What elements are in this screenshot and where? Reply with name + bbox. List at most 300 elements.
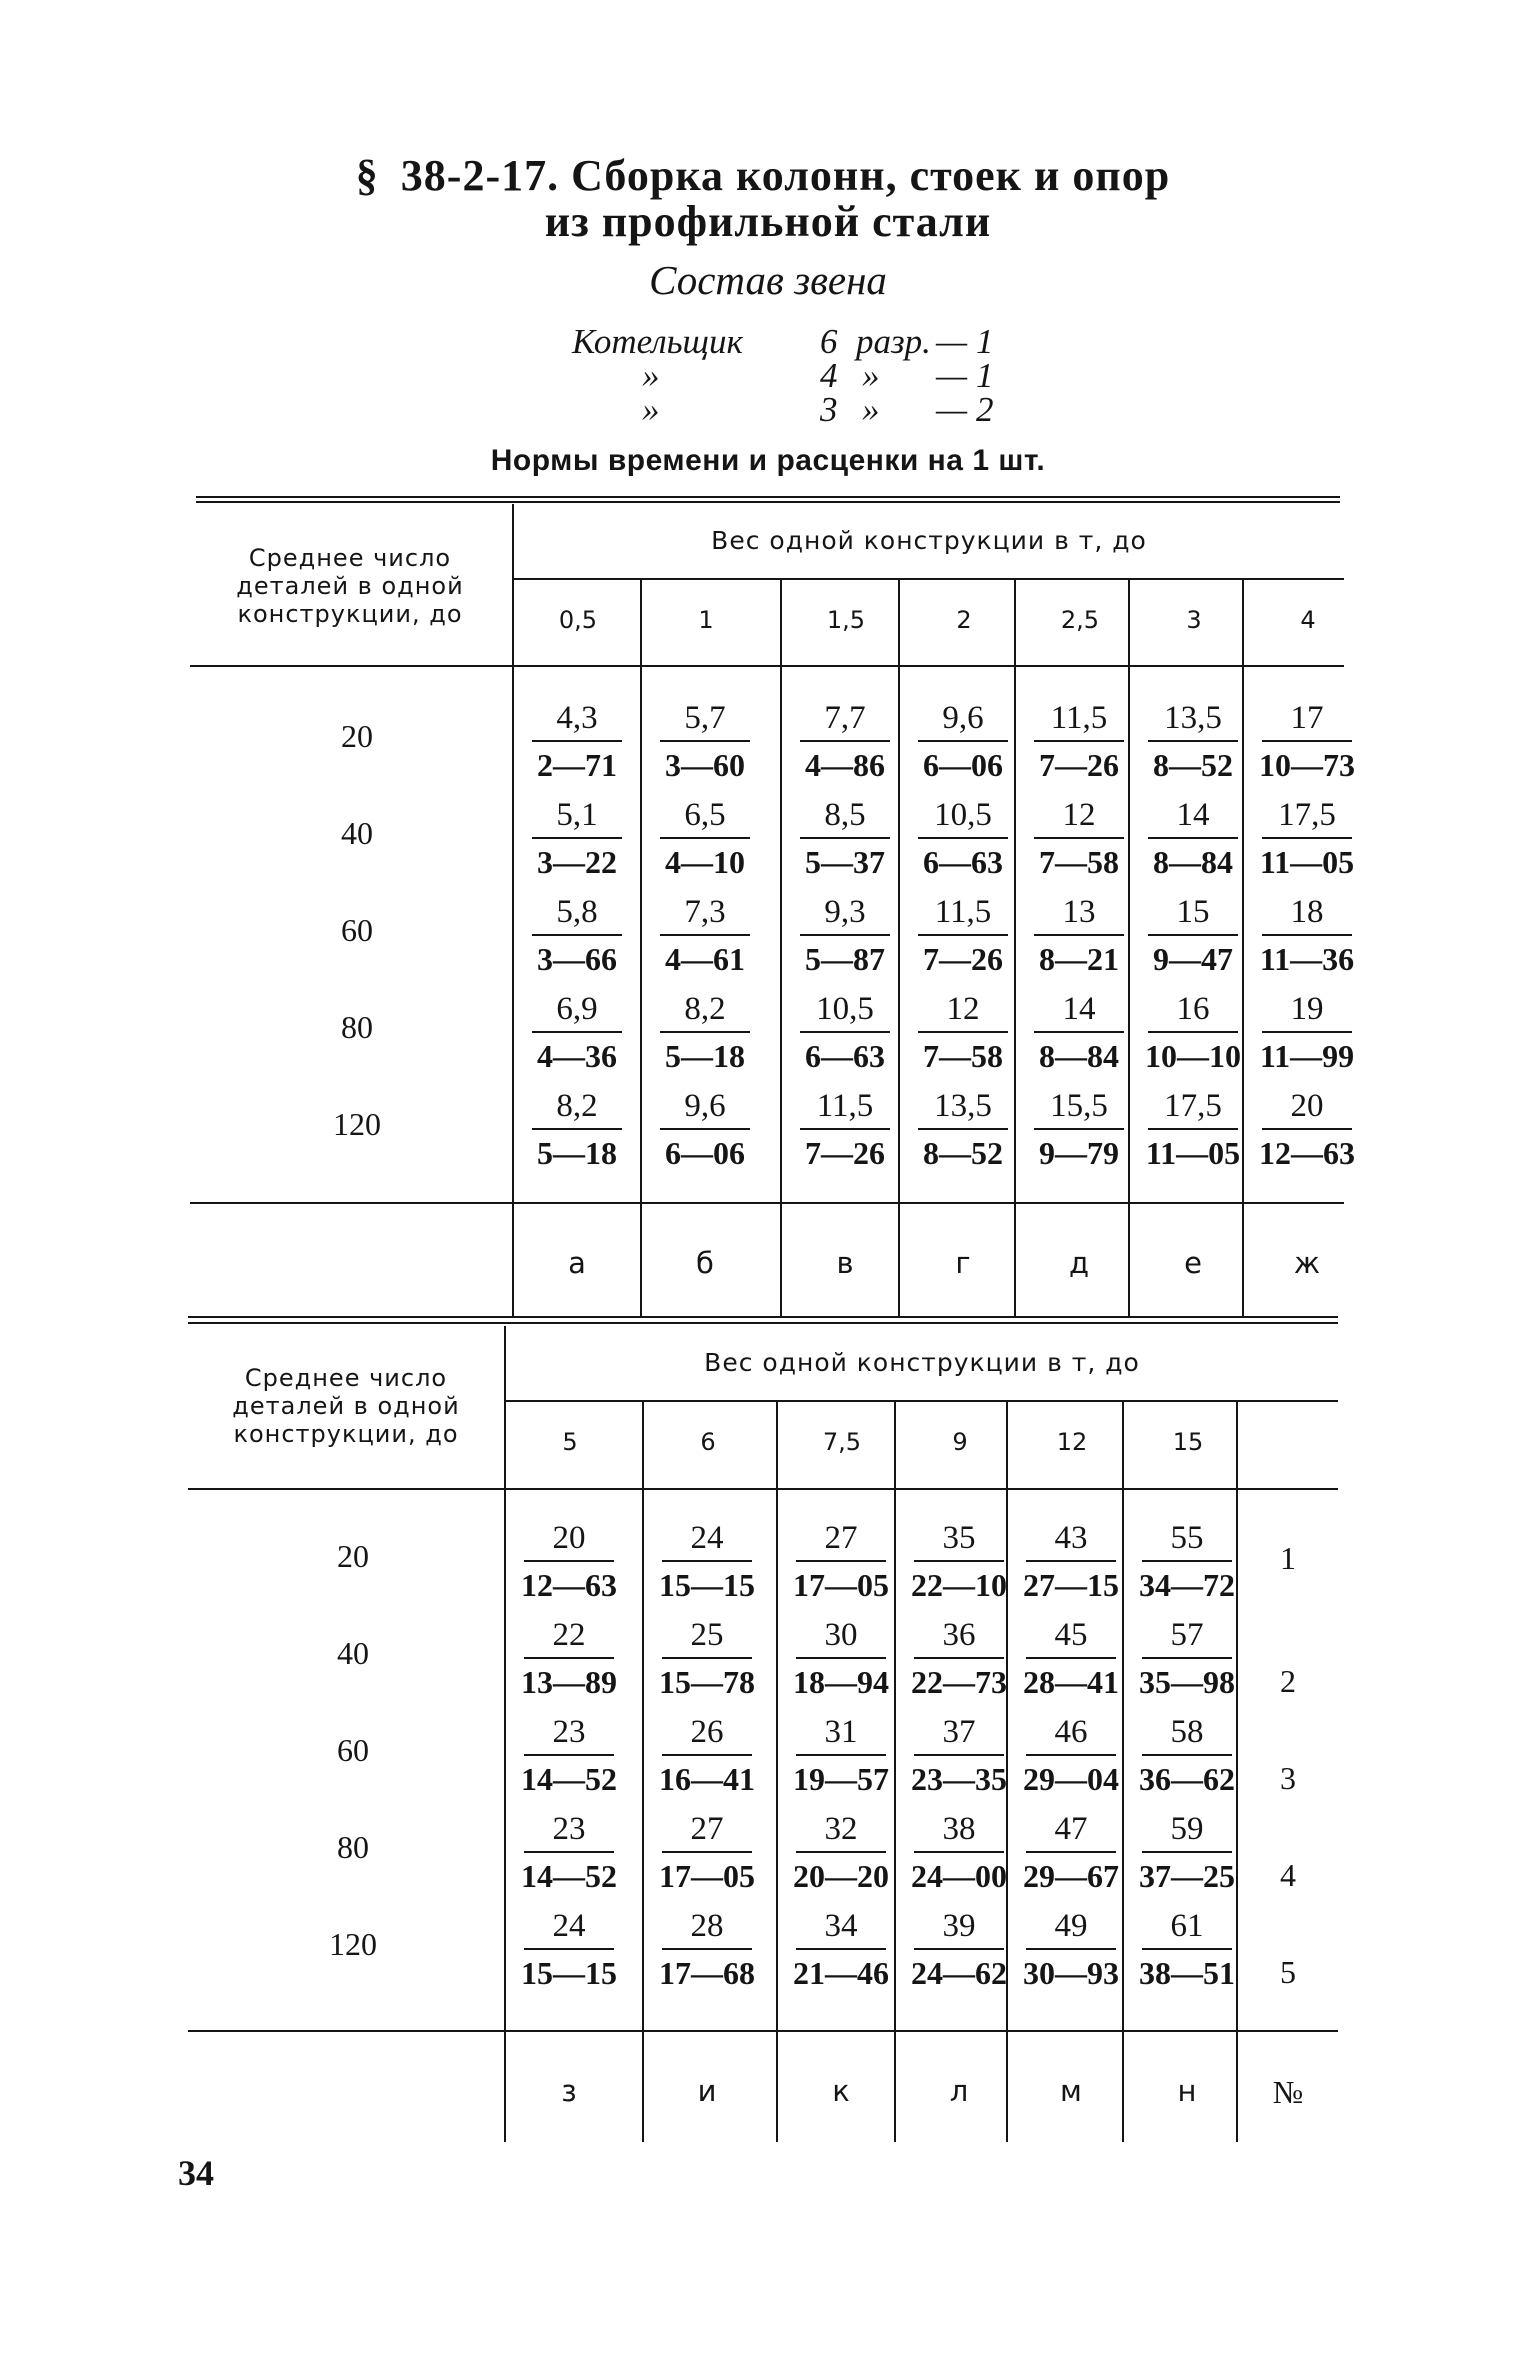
norm-cell: [782, 698, 908, 785]
rate-value: 17—05: [793, 1567, 889, 1603]
column-divider: [1242, 578, 1244, 665]
weight-header: Вес одной конструкции в т, до: [704, 1348, 1140, 1377]
column-letter: б: [696, 1246, 714, 1280]
time-norm: 9,3: [824, 894, 866, 930]
crew-unit: »: [862, 390, 880, 429]
time-norm: 36: [942, 1617, 976, 1653]
column-divider: [1236, 1400, 1238, 1488]
norm-cell: [1130, 795, 1256, 882]
fraction-bar: [800, 1031, 890, 1033]
section-symbol: §: [355, 151, 379, 200]
fraction-bar: [524, 1851, 614, 1853]
norm-cell: [778, 1809, 904, 1896]
rate-value: 11—05: [1259, 844, 1355, 880]
norm-cell: [644, 1518, 770, 1605]
rate-value: 28—41: [1023, 1664, 1119, 1700]
rule-line: [196, 501, 1340, 503]
fraction-bar: [660, 1128, 750, 1130]
fraction-bar: [918, 1031, 1008, 1033]
norm-cell: [1124, 1712, 1250, 1799]
norm-cell: [644, 1615, 770, 1702]
weight-column-header: 2: [956, 606, 972, 634]
norm-cell: [778, 1906, 904, 1993]
rate-value: 6—06: [923, 747, 1003, 783]
norm-cell: [778, 1518, 904, 1605]
fraction-bar: [1148, 1031, 1238, 1033]
time-norm: 5,8: [556, 894, 598, 930]
time-norm: 11,5: [934, 894, 992, 930]
time-norm: 30: [824, 1617, 858, 1653]
rate-value: 36—62: [1139, 1761, 1235, 1797]
row-label: 40: [337, 1635, 369, 1671]
time-norm: 5,1: [556, 797, 598, 833]
row-label: 80: [341, 1009, 373, 1045]
rate-value: 9—79: [1039, 1135, 1119, 1171]
rate-value: 4—10: [665, 844, 745, 880]
fraction-bar: [532, 1031, 622, 1033]
fraction-bar: [1026, 1657, 1116, 1659]
norm-cell: [1124, 1906, 1250, 1993]
column-letter: а: [568, 1246, 586, 1280]
row-label: 120: [333, 1106, 381, 1142]
fraction-bar: [1034, 934, 1124, 936]
norms-title: Нормы времени и расценки на 1 шт.: [490, 444, 1046, 477]
time-norm: 22: [552, 1617, 586, 1653]
weight-column-header: 2,5: [1060, 606, 1100, 634]
fraction-bar: [1142, 1754, 1232, 1756]
norm-cell: [642, 989, 768, 1076]
fraction-bar: [1034, 837, 1124, 839]
time-norm: 17,5: [1164, 1088, 1222, 1124]
fraction-bar: [918, 837, 1008, 839]
rate-value: 27—15: [1023, 1567, 1119, 1603]
section-title-line1: Сборка колонн, стоек и опор: [571, 151, 1171, 200]
rate-value: 9—47: [1153, 941, 1233, 977]
time-norm: 31: [824, 1714, 858, 1750]
rate-value: 6—63: [923, 844, 1003, 880]
rule-line: [190, 665, 1344, 667]
weight-column-header: 1,5: [826, 606, 866, 634]
column-letter: д: [1068, 1246, 1090, 1280]
time-norm: 18: [1290, 894, 1324, 930]
time-norm: 34: [824, 1908, 858, 1944]
crew-trade: Котельщик: [572, 322, 743, 361]
weight-column-header: 1: [698, 606, 714, 634]
time-norm: 57: [1170, 1617, 1204, 1653]
section-number: 38-2-17.: [400, 151, 560, 200]
rate-value: 20—20: [793, 1858, 889, 1894]
row-label: 120: [329, 1926, 377, 1962]
crew-grade: 3: [820, 390, 838, 429]
fraction-bar: [532, 934, 622, 936]
fraction-bar: [660, 1031, 750, 1033]
time-norm: 10,5: [934, 797, 992, 833]
fraction-bar: [524, 1948, 614, 1950]
fraction-bar: [1148, 934, 1238, 936]
column-letter: м: [1060, 2074, 1082, 2108]
rate-value: 3—60: [665, 747, 745, 783]
fraction-bar: [918, 740, 1008, 742]
fraction-bar: [1148, 837, 1238, 839]
rule-line: [190, 1202, 1344, 1204]
fraction-bar: [800, 740, 890, 742]
norm-cell: [1016, 698, 1142, 785]
row-header-line: Среднее число: [244, 1364, 448, 1392]
norm-cell: [642, 892, 768, 979]
rule-line: [506, 1400, 1338, 1402]
norm-cell: [1244, 989, 1370, 1076]
norm-cell: [642, 795, 768, 882]
fraction-bar: [918, 934, 1008, 936]
rule-line: [196, 496, 1340, 498]
time-norm: 45: [1054, 1617, 1088, 1653]
fraction-bar: [524, 1657, 614, 1659]
weight-column-header: 15: [1172, 1428, 1204, 1456]
norm-cell: [514, 989, 640, 1076]
fraction-bar: [1262, 740, 1352, 742]
rate-value: 21—46: [793, 1955, 889, 1991]
time-norm: 27: [824, 1520, 858, 1556]
row-label: 60: [341, 912, 373, 948]
column-letter: и: [697, 2074, 717, 2108]
time-norm: 8,2: [684, 991, 726, 1027]
fraction-bar: [1142, 1657, 1232, 1659]
weight-column-header: 5: [562, 1428, 578, 1456]
rate-value: 22—73: [911, 1664, 1007, 1700]
row-header-line: конструкции, до: [233, 1420, 459, 1448]
row-number: 3: [1280, 1760, 1296, 1796]
crew-title: Состав звена: [649, 257, 887, 303]
rate-value: 22—10: [911, 1567, 1007, 1603]
time-norm: 11,5: [816, 1088, 874, 1124]
time-norm: 9,6: [684, 1088, 726, 1124]
column-letter: к: [832, 2074, 850, 2108]
time-norm: 13: [1062, 894, 1096, 930]
weight-header: Вес одной конструкции в т, до: [711, 526, 1147, 555]
fraction-bar: [660, 934, 750, 936]
rate-value: 8—52: [923, 1135, 1003, 1171]
rate-value: 7—26: [923, 941, 1003, 977]
row-number: 5: [1280, 1954, 1296, 1990]
rate-value: 15—15: [659, 1567, 755, 1603]
rate-value: 15—78: [659, 1664, 755, 1700]
rate-value: 34—72: [1139, 1567, 1235, 1603]
time-norm: 32: [824, 1811, 858, 1847]
row-header-line: деталей в одной: [232, 1392, 460, 1420]
rate-value: 3—66: [537, 941, 617, 977]
time-norm: 58: [1170, 1714, 1204, 1750]
column-divider: [1006, 1400, 1008, 1488]
rate-value: 3—22: [537, 844, 617, 880]
fraction-bar: [1262, 1031, 1352, 1033]
norm-cell: [896, 1615, 1022, 1702]
norm-cell: [896, 1712, 1022, 1799]
rate-value: 5—18: [537, 1135, 617, 1171]
norm-cell: [1244, 795, 1370, 882]
rate-value: 4—61: [665, 941, 745, 977]
time-norm: 17: [1290, 700, 1324, 736]
fraction-bar: [796, 1948, 886, 1950]
norm-cell: [896, 1906, 1022, 1993]
column-divider: [898, 578, 900, 665]
fraction-bar: [1034, 1128, 1124, 1130]
rate-value: 29—04: [1023, 1761, 1119, 1797]
time-norm: 5,7: [684, 700, 726, 736]
fraction-bar: [1034, 740, 1124, 742]
norm-cell: [506, 1809, 632, 1896]
row-header-line: деталей в одной: [236, 572, 464, 600]
norm-cell: [506, 1518, 632, 1605]
norm-cell: [1130, 892, 1256, 979]
crew-dash: —: [936, 322, 968, 361]
crew-unit: разр.: [856, 322, 931, 361]
fraction-bar: [1034, 1031, 1124, 1033]
time-norm: 12: [946, 991, 980, 1027]
rate-value: 30—93: [1023, 1955, 1119, 1991]
rate-value: 24—62: [911, 1955, 1007, 1991]
rate-value: 5—87: [805, 941, 885, 977]
column-letter: н: [1177, 2074, 1197, 2108]
column-divider: [776, 1400, 778, 1488]
fraction-bar: [1142, 1851, 1232, 1853]
row-label: 60: [337, 1732, 369, 1768]
rate-value: 8—84: [1039, 1038, 1119, 1074]
norm-cell: [514, 892, 640, 979]
section-heading-line1: [0, 150, 1536, 201]
time-norm: 15,5: [1050, 1088, 1108, 1124]
fraction-bar: [800, 837, 890, 839]
fraction-bar: [914, 1657, 1004, 1659]
norm-cell: [896, 1809, 1022, 1896]
column-letter: л: [949, 2074, 969, 2108]
row-label: 80: [337, 1829, 369, 1865]
rate-value: 5—37: [805, 844, 885, 880]
rate-value: 35—98: [1139, 1664, 1235, 1700]
time-norm: 17,5: [1278, 797, 1336, 833]
column-divider: [642, 1400, 644, 1488]
rate-value: 2—71: [537, 747, 617, 783]
fraction-bar: [1026, 1851, 1116, 1853]
column-letter: з: [561, 2074, 577, 2108]
row-header: [200, 544, 500, 628]
fraction-bar: [1148, 740, 1238, 742]
time-norm: 14: [1176, 797, 1210, 833]
rule-line: [188, 1322, 1338, 1324]
weight-column-header: 4: [1300, 606, 1316, 634]
row-number: 2: [1280, 1663, 1296, 1699]
weight-column-header: 6: [700, 1428, 716, 1456]
rate-value: 7—26: [805, 1135, 885, 1171]
fraction-bar: [796, 1657, 886, 1659]
crew-grade: 4: [820, 356, 838, 395]
crew-count: 1: [976, 356, 994, 395]
rate-value: 11—99: [1259, 1038, 1355, 1074]
rate-value: 8—84: [1153, 844, 1233, 880]
norm-cell: [514, 795, 640, 882]
norm-cell: [1244, 892, 1370, 979]
rate-value: 11—36: [1259, 941, 1355, 977]
column-letter: ж: [1293, 1246, 1321, 1280]
norm-cell: [644, 1809, 770, 1896]
rate-value: 24—00: [911, 1858, 1007, 1894]
fraction-bar: [914, 1851, 1004, 1853]
norm-cell: [1124, 1615, 1250, 1702]
column-letter: г: [955, 1246, 971, 1280]
fraction-bar: [1026, 1948, 1116, 1950]
time-norm: 37: [942, 1714, 976, 1750]
row-header: [196, 1364, 496, 1448]
time-norm: 20: [552, 1520, 586, 1556]
norm-cell: [1130, 989, 1256, 1076]
norm-cell: [1008, 1615, 1134, 1702]
weight-column-header: 7,5: [822, 1428, 862, 1456]
norm-cell: [1244, 698, 1370, 785]
column-divider: [1122, 1400, 1124, 1488]
fraction-bar: [1026, 1754, 1116, 1756]
time-norm: 6,9: [556, 991, 598, 1027]
row-header-line: Среднее число: [248, 544, 452, 572]
row-label: 40: [341, 815, 373, 851]
time-norm: 35: [942, 1520, 976, 1556]
column-divider: [512, 504, 514, 665]
fraction-bar: [914, 1560, 1004, 1562]
fraction-bar: [918, 1128, 1008, 1130]
crew-grade: 6: [820, 322, 838, 361]
time-norm: 49: [1054, 1908, 1088, 1944]
time-norm: 7,3: [684, 894, 726, 930]
time-norm: 13,5: [934, 1088, 992, 1124]
rate-value: 14—52: [521, 1761, 617, 1797]
fraction-bar: [532, 837, 622, 839]
fraction-bar: [800, 934, 890, 936]
row-label: 20: [337, 1538, 369, 1574]
rate-value: 19—57: [793, 1761, 889, 1797]
norm-cell: [900, 1086, 1026, 1173]
time-norm: 10,5: [816, 991, 874, 1027]
norm-cell: [1016, 795, 1142, 882]
crew-trade: »: [642, 356, 660, 395]
rate-value: 12—63: [1259, 1135, 1355, 1171]
time-norm: 59: [1170, 1811, 1204, 1847]
fraction-bar: [796, 1851, 886, 1853]
norm-cell: [896, 1518, 1022, 1605]
time-norm: 46: [1054, 1714, 1088, 1750]
norm-cell: [1130, 698, 1256, 785]
norm-cell: [1016, 989, 1142, 1076]
fraction-bar: [662, 1657, 752, 1659]
norm-cell: [1130, 1086, 1256, 1173]
time-norm: 8,2: [556, 1088, 598, 1124]
fraction-bar: [796, 1560, 886, 1562]
row-header-line: конструкции, до: [237, 600, 463, 628]
time-norm: 15: [1176, 894, 1210, 930]
fraction-bar: [532, 1128, 622, 1130]
fraction-bar: [660, 740, 750, 742]
time-norm: 25: [690, 1617, 724, 1653]
norm-cell: [900, 989, 1026, 1076]
rate-value: 6—63: [805, 1038, 885, 1074]
time-norm: 55: [1170, 1520, 1204, 1556]
column-divider: [1014, 578, 1016, 665]
norm-cell: [1124, 1809, 1250, 1896]
column-divider: [640, 578, 642, 665]
time-norm: 43: [1054, 1520, 1088, 1556]
time-norm: 28: [690, 1908, 724, 1944]
fraction-bar: [1148, 1128, 1238, 1130]
column-divider: [894, 1400, 896, 1488]
rule-line: [188, 1488, 1338, 1490]
norm-cell: [782, 989, 908, 1076]
norm-cell: [782, 1086, 908, 1173]
norm-cell: [506, 1906, 632, 1993]
rule-line: [188, 1316, 1338, 1318]
norm-cell: [514, 1086, 640, 1173]
crew-trade: »: [642, 390, 660, 429]
rate-value: 18—94: [793, 1664, 889, 1700]
rule-line: [188, 2030, 1338, 2032]
time-norm: 20: [1290, 1088, 1324, 1124]
section-title-line2: из профильной стали: [544, 197, 992, 246]
rate-value: 37—25: [1139, 1858, 1235, 1894]
fraction-bar: [532, 740, 622, 742]
time-norm: 23: [552, 1811, 586, 1847]
norm-cell: [1008, 1906, 1134, 1993]
time-norm: 26: [690, 1714, 724, 1750]
fraction-bar: [914, 1948, 1004, 1950]
fraction-bar: [1026, 1560, 1116, 1562]
rate-value: 6—06: [665, 1135, 745, 1171]
time-norm: 61: [1170, 1908, 1204, 1944]
norm-cell: [1016, 892, 1142, 979]
fraction-bar: [914, 1754, 1004, 1756]
fraction-bar: [524, 1560, 614, 1562]
row-label: 20: [341, 718, 373, 754]
fraction-bar: [662, 1948, 752, 1950]
rate-value: 17—68: [659, 1955, 755, 1991]
page-number: 34: [178, 2153, 214, 2193]
fraction-bar: [796, 1754, 886, 1756]
fraction-bar: [660, 837, 750, 839]
time-norm: 16: [1176, 991, 1210, 1027]
time-norm: 19: [1290, 991, 1324, 1027]
rate-value: 4—86: [805, 747, 885, 783]
column-letter: е: [1184, 1246, 1202, 1280]
fraction-bar: [1142, 1560, 1232, 1562]
time-norm: 6,5: [684, 797, 726, 833]
norm-cell: [782, 892, 908, 979]
rate-value: 23—35: [911, 1761, 1007, 1797]
fraction-bar: [662, 1754, 752, 1756]
norm-cell: [514, 698, 640, 785]
rate-value: 8—52: [1153, 747, 1233, 783]
column-divider: [1128, 578, 1130, 665]
norm-cell: [644, 1906, 770, 1993]
fraction-bar: [1262, 934, 1352, 936]
time-norm: 27: [690, 1811, 724, 1847]
rate-value: 8—21: [1039, 941, 1119, 977]
rate-value: 16—41: [659, 1761, 755, 1797]
number-column-header: №: [1272, 2074, 1304, 2110]
crew-dash: —: [936, 390, 968, 429]
time-norm: 11,5: [1050, 700, 1108, 736]
rate-value: 7—58: [923, 1038, 1003, 1074]
time-norm: 24: [690, 1520, 724, 1556]
weight-column-header: 0,5: [558, 606, 598, 634]
fraction-bar: [662, 1851, 752, 1853]
rate-value: 10—10: [1145, 1038, 1241, 1074]
rate-value: 15—15: [521, 1955, 617, 1991]
fraction-bar: [1142, 1948, 1232, 1950]
